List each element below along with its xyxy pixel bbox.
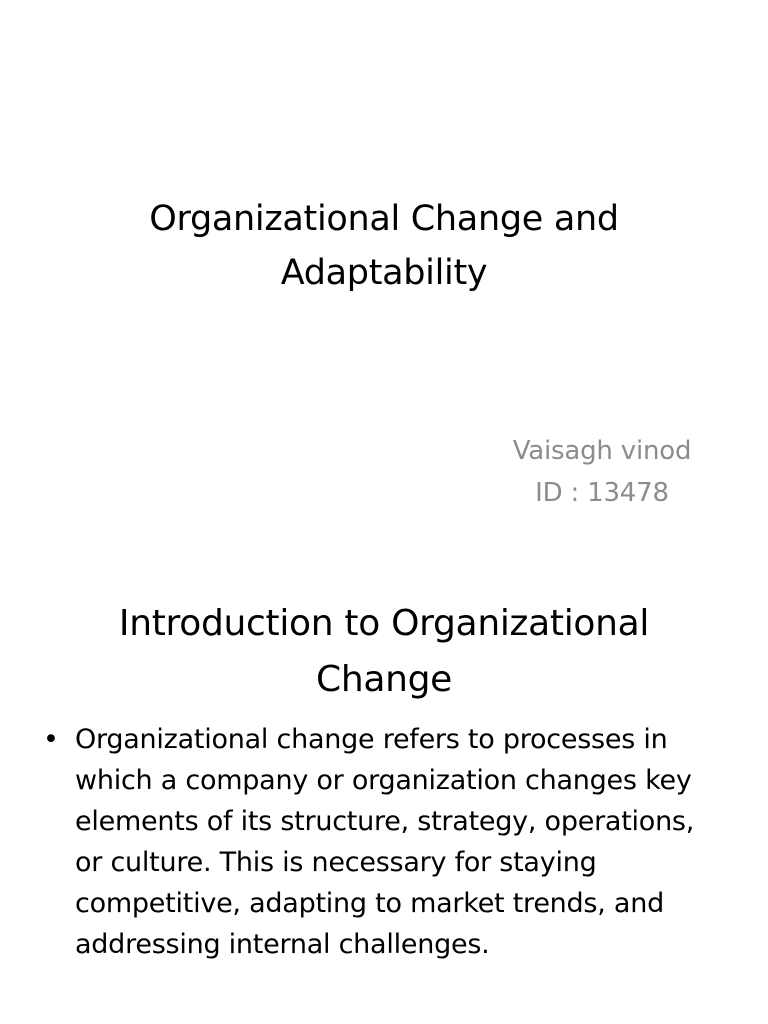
bullet-item xyxy=(40,719,730,965)
slide-heading xyxy=(40,596,728,708)
bullet-text-line: addressing internal challenges. xyxy=(75,929,490,960)
bullet-list xyxy=(40,719,730,965)
slide-subtitle xyxy=(440,430,764,514)
content-slide xyxy=(0,576,768,1024)
slide-title-line: Adaptability xyxy=(280,253,488,293)
author-id: ID : 13478 xyxy=(535,478,669,508)
bullet-icon: • xyxy=(43,724,59,755)
slide-title-line: Organizational Change and xyxy=(149,199,619,239)
slide-heading-line: Introduction to Organizational xyxy=(118,603,650,644)
bullet-text-line: competitive, adapting to market trends, and xyxy=(75,888,664,919)
author-name: Vaisagh vinod xyxy=(512,436,692,466)
bullet-text-line: elements of its structure, strategy, operations, xyxy=(75,806,695,837)
slide-heading-line: Change xyxy=(315,659,453,700)
bullet-text-line: which a company or organization changes key xyxy=(75,765,692,796)
slide-title xyxy=(40,192,728,300)
bullet-text-line: Organizational change refers to processes in xyxy=(75,724,668,755)
bullet-text-line: or culture. This is necessary for staying xyxy=(75,847,597,878)
